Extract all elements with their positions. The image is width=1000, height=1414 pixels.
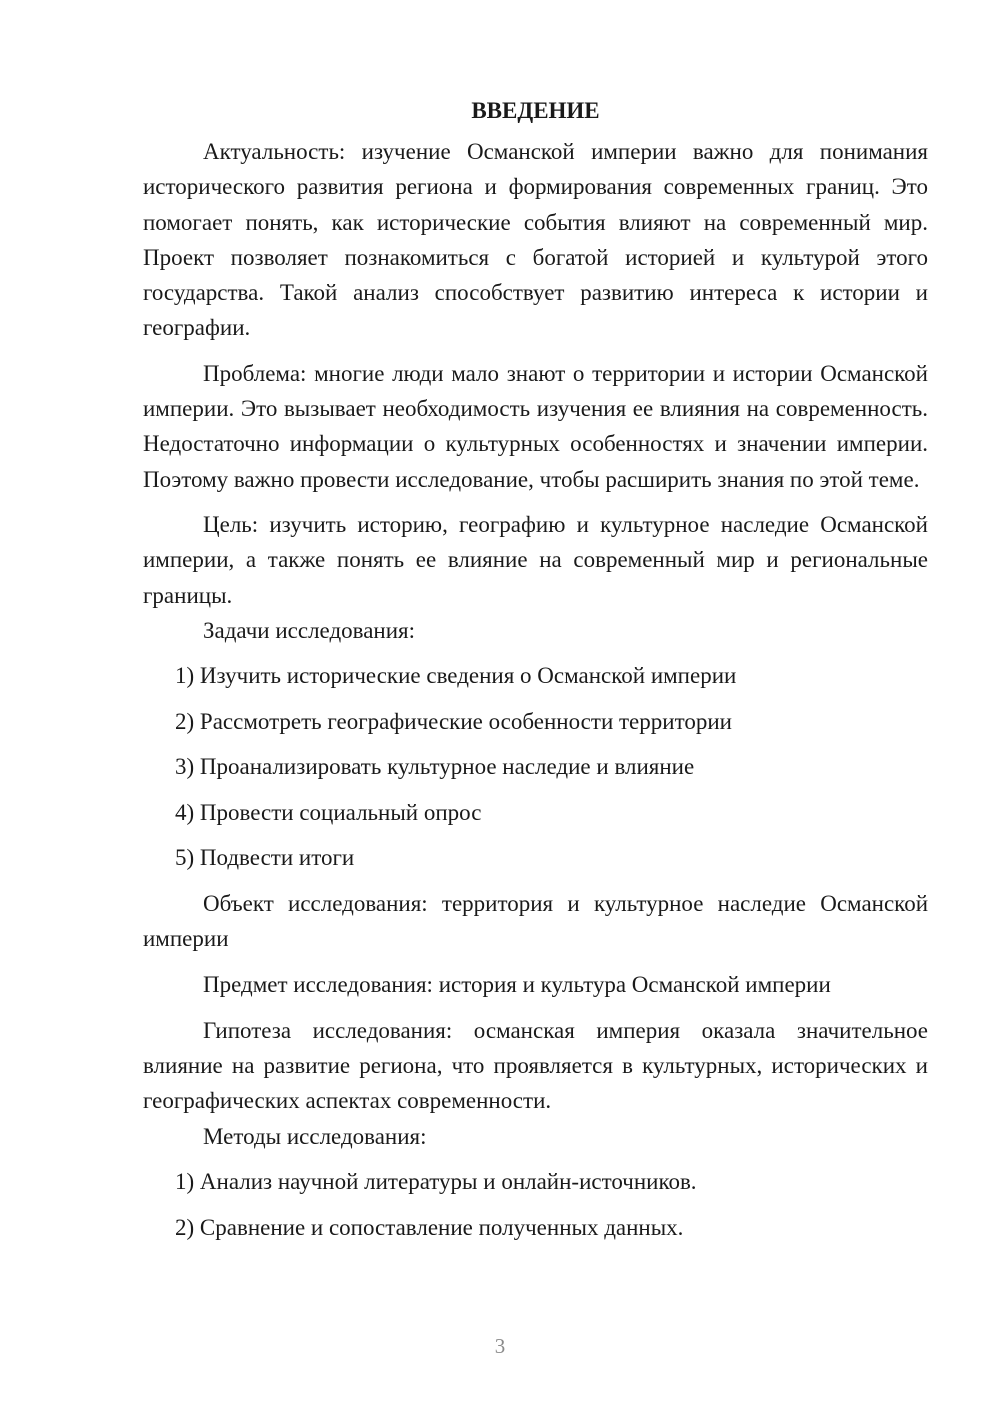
tasks-heading: Задачи исследования:	[203, 617, 416, 643]
relevance-paragraph: Актуальность: изучение Османской империи важно для понимания исторического развития региона и формирования современных границ. Это помогает понять, как исторические события влияют на современный мир. Проект позволяет познакомиться с богатой историей и культурой этого государства. Такой анализ способствует развитию интереса к истории и географии.	[143, 139, 928, 341]
problem-paragraph: Проблема: многие люди мало знают о территории и истории Османской империи. Это вызывает необходимость изучения ее влияния на современность. Недостаточно информации о культурных особенностях и значении империи. Поэтому важно провести исследование, чтобы расширить знания по этой теме.	[143, 360, 928, 492]
subject-paragraph: Предмет исследования: история и культура Османской империи	[203, 971, 831, 997]
methods-list	[143, 1164, 928, 1245]
page-number: 3	[494, 1334, 506, 1358]
hypothesis-paragraph: Гипотеза исследования: османская империя оказала значительное влияние на развитие региона, что проявляется в культурных, исторических и географических аспектах современности.	[143, 1017, 928, 1114]
list-item: 3) Проанализировать культурное наследие и влияние	[175, 754, 695, 780]
section-title: ВВЕДЕНИЕ	[471, 98, 600, 123]
list-item: 5) Подвести итоги	[175, 845, 355, 871]
object-paragraph: Объект исследования: территория и культурное наследие Османской империи	[143, 890, 928, 952]
list-item: 2) Рассмотреть географические особенности территории	[175, 708, 732, 734]
list-item: 2) Сравнение и сопоставление полученных данных.	[175, 1214, 684, 1240]
methods-heading: Методы исследования:	[203, 1123, 427, 1149]
goal-paragraph: Цель: изучить историю, географию и культурное наследие Османской империи, а также понять ее влияние на современный мир и региональные границы.	[143, 511, 928, 608]
list-item: 4) Провести социальный опрос	[175, 799, 482, 825]
tasks-list	[143, 658, 928, 875]
list-item: 1) Изучить исторические сведения о Османской империи	[175, 663, 737, 689]
document-page	[143, 93, 928, 1245]
list-item: 1) Анализ научной литературы и онлайн-источников.	[175, 1169, 697, 1195]
